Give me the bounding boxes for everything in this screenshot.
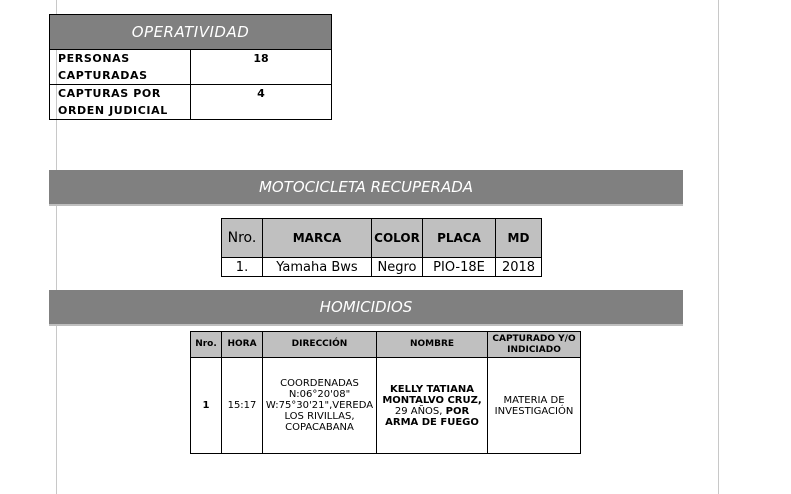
table-row: [50, 50, 332, 85]
moto-cell-marca: Yamaha Bws: [263, 258, 372, 277]
table-row: [222, 258, 542, 277]
homi-header-direccion: DIRECCIÓN: [263, 332, 377, 358]
homi-header-nro: Nro.: [191, 332, 222, 358]
homi-cell-direccion: COORDENADAS N:06°20'08" W:75°30'21",VEREDA LOS RIVILLAS, COPACABANA: [263, 358, 377, 454]
homi-cell-hora: 15:17: [222, 358, 263, 454]
moto-header-md: MD: [496, 219, 542, 258]
operatividad-label: CAPTURAS POR ORDEN JUDICIAL: [50, 85, 191, 120]
moto-header-nro-text: Nro.: [227, 230, 257, 246]
moto-cell-md: 2018: [496, 258, 542, 277]
homi-cell-nombre: [377, 358, 488, 454]
page-margin-right: [718, 0, 719, 494]
operatividad-table: [49, 14, 332, 120]
homi-header-nombre: NOMBRE: [377, 332, 488, 358]
homicidios-section-title: HOMICIDIOS: [49, 290, 683, 326]
moto-table: [221, 218, 542, 277]
homi-nombre-name: KELLY TATIANA MONTALVO CRUZ,: [382, 383, 482, 406]
moto-section-title: MOTOCICLETA RECUPERADA: [49, 170, 683, 206]
operatividad-value: 4: [191, 85, 332, 120]
homi-cell-capturado: MATERIA DE INVESTIGACIÓN: [488, 358, 581, 454]
moto-header-nro: [222, 219, 263, 258]
homi-header-capturado: CAPTURADO Y/O INDICIADO: [488, 332, 581, 358]
table-row: [191, 358, 581, 454]
moto-cell-nro: 1.: [222, 258, 263, 277]
homi-header-hora: HORA: [222, 332, 263, 358]
moto-header-color: COLOR: [372, 219, 423, 258]
table-row: [50, 85, 332, 120]
homicidios-table: [190, 331, 581, 454]
homi-nombre-cause: POR ARMA DE FUEGO: [385, 405, 479, 428]
moto-header-marca: MARCA: [263, 219, 372, 258]
operatividad-label: PERSONAS CAPTURADAS: [50, 50, 191, 85]
operatividad-value: 18: [191, 50, 332, 85]
homi-cell-nro: 1: [191, 358, 222, 454]
homi-nombre-age: 29 AÑOS,: [394, 405, 443, 417]
moto-cell-placa: PIO-18E: [423, 258, 496, 277]
moto-cell-color: Negro: [372, 258, 423, 277]
moto-header-placa: PLACA: [423, 219, 496, 258]
operatividad-title: OPERATIVIDAD: [50, 15, 332, 50]
